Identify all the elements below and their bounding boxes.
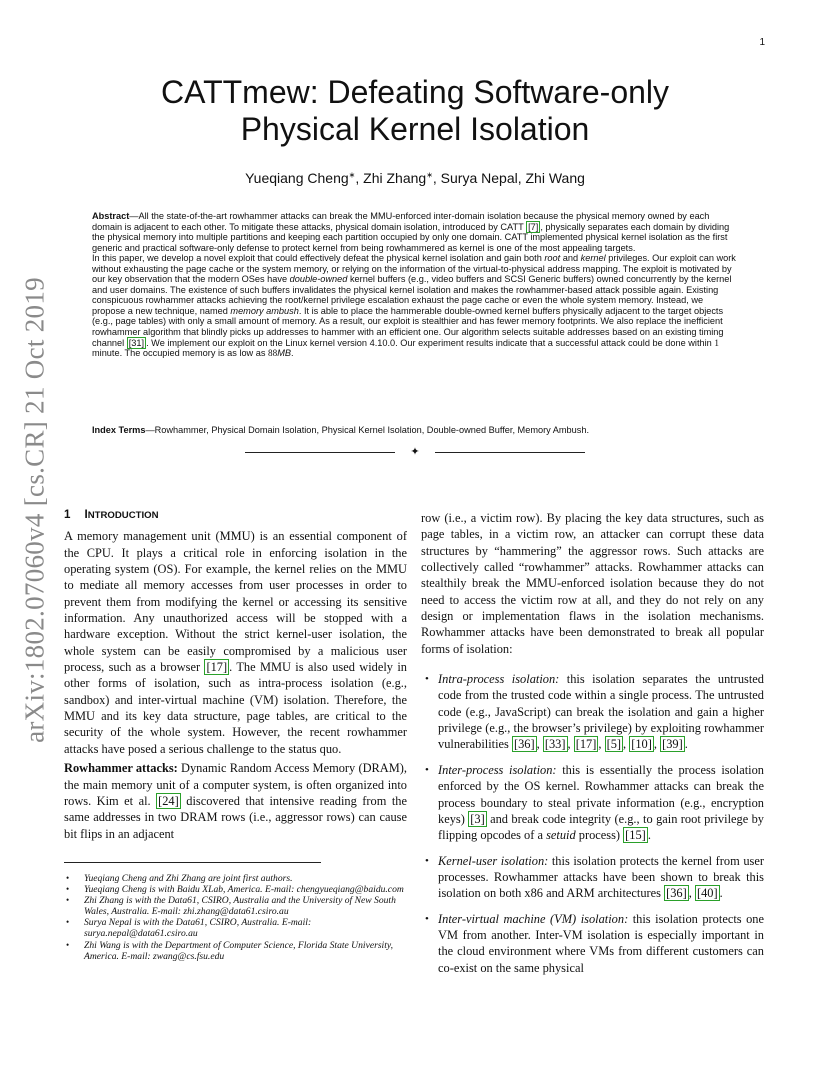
citation-link[interactable]: [40] [696,886,718,901]
page-number: 1 [759,37,765,48]
body-text: this isolation protects the kernel from user processes. Rowhammer attacks have been shown to break this isolation on both x86 and ARM architectures [438,853,764,901]
math-number: 1 [714,337,719,348]
arxiv-side-stamp [17,277,53,743]
section-title-initial: I [84,508,88,521]
list-item-heading: Kernel-user isolation: [438,853,549,868]
citation-link[interactable]: [15] [625,828,646,843]
list-item: • Intra-process isolation: this isolation separates the untrusted code from the trusted code within a single process. The untrusted code (e.g., JavaScript) can break the isolation and gain a higher privilege (e.g., the browser’s privilege) by exploiting rowhammer vulnerabilities [36] , [33] , [17] , [5] , [10] , [39] . [421,671,764,753]
list-item [421,911,764,976]
author-name: Surya Nepal [440,170,518,186]
divider-line [245,452,395,453]
joint-author-mark: ∗ [426,170,433,180]
footnotes [64,873,409,962]
index-terms-text: —Rowhammer, Physical Domain Isolation, Physical Kernel Isolation, Double-owned Buffer, Memory Ambush. [145,425,590,435]
body-text: and break code integrity (e.g., to gain root privilege by flipping opcodes of a [438,811,764,843]
section-number: 1 [64,508,71,521]
footnote-item: • Surya Nepal is with the Data61, CSIRO, Australia. E-mail: surya.nepal@data61.csiro.au [64,917,409,939]
section-heading [64,507,407,524]
list-item-heading: Intra-process isolation: [438,672,560,687]
body-paragraph: row (i.e., a victim row). By placing the key data structures, such as page tables, in a victim row, an attacker can corrupt these data structures by “hammering” the aggressor rows. Such attacks are collectively called “rowhammer” attacks. Rowhammer attacks can stealthily break the MMU-enforced isolation because they do not need to access the victim row at all, and they do not rely on any design or implementation flaws in the isolation mechanisms. Rowhammer attacks have been demonstrated to break all popular forms of isolation: [421,511,764,656]
body-text: discovered that intensive reading from the same addresses in two DRAM rows (i.e., aggressor rows) can cause bit flips in an adjacent [64,793,407,841]
author-name: Yueqiang Cheng [245,170,349,186]
footnote-item: • Yueqiang Cheng is with Baidu XLab, America. E-mail: chengyueqiang@baidu.com [64,884,409,895]
emphasis: MB [277,348,291,359]
list-item: • Inter-process isolation: this is essentially the process isolation enforced by the OS kernel. Rowhammer attacks can break the process boundary to steal private information (e.g., encryption keys) [3] and break code integrity (e.g., to gain root privilege by flipping opcodes of a setuid process) [15] . [421,762,764,844]
section-divider [245,447,585,459]
citation-link[interactable]: [17] [575,737,597,752]
citation-link[interactable]: [36] [666,886,687,901]
citation-link[interactable]: [31] [128,337,145,348]
paper-title [80,74,750,148]
footnote-rule [64,862,321,863]
body-text: this isolation protects one VM from another. Inter-VM isolation is especially important in the cloud environment where VMs from different customers can co-exist on the same physical [438,911,764,975]
title-line-1: CATTmew: Defeating Software-only [160,74,670,110]
body-text: . The MMU is also used widely in other forms of isolation, such as intra-process isolation (e.g., sandbox) and inter-virtual machine (VM) isolation. Therefore, the MMU and its key data structure, page tables, are critical to the security of the whole system. However, the recent rowhammer attacks have posed a serious challenge to the status quo. [64,660,407,756]
body-paragraph [64,528,407,757]
citation-link[interactable]: [33] [544,737,566,752]
abstract-text: , physically separates each domain by dividing the physical memory into multiple partitions and keeping each partition occupied by only one domain. CATT implemented physical kernel isolation as the first generic and practical software-only defense to protect kernel from being rowhammered as kernel is one of the most appealing targets. [92,221,730,253]
emphasis: setuid [546,828,576,843]
emphasis: kernel [580,253,606,264]
list-item: • Kernel-user isolation: this isolation protects the kernel from user processes. Rowhammer attacks have been shown to break this isolation on both x86 and ARM architectures [36] , [40] . [421,853,764,902]
footnote-item: • Zhi Zhang is with the Data61, CSIRO, Australia and the University of New South Wales, Australia. E-mail: zhi.zhang@data61.csiro.au [64,895,409,917]
index-terms-label: Index Terms [92,425,146,435]
citation-link[interactable]: [10] [631,737,652,752]
emphasis: root [544,253,561,264]
body-text: this isolation separates the untrusted code from the trusted code within a single process. The untrusted code (e.g., JavaScript) can break the isolation and gain a higher privilege (e.g., the browser’s privilege) by exploiting rowhammer vulnerabilities [438,672,764,752]
footnote-item: • Yueqiang Cheng and Zhi Zhang are joint first authors. [64,873,409,884]
right-column [421,510,764,985]
abstract-text: and [560,253,581,264]
abstract-paragraph [92,253,737,358]
list-item-heading: Inter-virtual machine (VM) isolation: [438,911,629,926]
author-name: Zhi Zhang [363,170,427,186]
emphasis: double-owned [289,274,348,285]
isolation-forms-list [421,671,764,976]
abstract-text: . [290,348,294,359]
abstract-paragraph [92,211,737,253]
body-text: process) [575,828,624,843]
section-title-rest: NTRODUCTION [87,510,159,521]
body-text: Dynamic Random Access Memory (DRAM), the main memory unit of a computer system, is often organized into rows. Kim et al. [64,761,407,808]
citation-link[interactable]: [5] [606,737,622,752]
abstract-text: In this paper, we develop a novel exploit that could effectively defeat the physical kernel isolation and gain both [92,253,545,264]
emphasis: memory ambush [230,305,299,316]
citation-link[interactable]: [36] [513,737,535,752]
abstract [92,211,737,359]
citation-link[interactable]: [3] [470,811,485,826]
abstract-text: privileges. Our exploit can work without exhausting the page cache or the system memory, or relying on the information of the virtual-to-physical address mapping. The exploit is motivated by our key observation that the modern OSes have [92,253,736,285]
body-text: this is essentially the process isolation enforced by the OS kernel. Rowhammer attacks can break the process boundary to steal private information (e.g., encryption keys) [438,762,764,826]
divider-line [435,452,585,453]
abstract-text: kernel buffers (e.g., video buffers and SCSI Generic buffers) owned concurrently by the kernel and user domains. The existence of such buffers invalidates the physical kernel isolation and makes the rowhammer-based attack possible again. Existing conspicuous rowhammer attacks achieving the root/kernel privilege escalation exhaust the page cache or even the whole system memory. Instead, we propose a new technique, named [92,274,732,316]
title-line-2: Physical Kernel Isolation [240,111,590,147]
citation-link[interactable]: [7] [528,221,539,232]
author-name: Zhi Wang [525,170,585,186]
abstract-text: —All the state-of-the-art rowhammer attacks can break the MMU-enforced inter-domain isolation because the physical memory owned by each domain is adjacent to each other. To mitigate these attacks, physical domain isolation, introduced by CATT [92,211,710,232]
run-in-heading: Rowhammer attacks: [64,761,178,776]
index-terms [92,425,737,435]
citation-link[interactable]: [39] [662,737,683,752]
left-column [64,507,407,842]
citation-link[interactable]: [24] [158,793,179,808]
math-number: 88 [268,348,278,359]
abstract-text: . It is able to place the hammerable double-owned kernel buffers physically adjacent to the target objects (e.g., page tables) with only a small amount of memory. As a result, our exploit is stealthier and has fewer memory footprints. We also replace the inefficient rowhammer algorithm that blindly picks up addresses to hammer with an efficient one. Our algorithm selects suitable addresses based on an existing timing channel [92,305,724,348]
divider-diamond-icon: ✦ [410,446,420,458]
body-paragraph [64,760,407,842]
abstract-text: . We implement our exploit on the Linux kernel version 4.10.0. Our experiment results indicate that a successful attack could be done within [146,337,715,348]
arxiv-identifier: arXiv:1802.07060v4 [cs.CR] 21 Oct 2019 [19,277,50,743]
citation-link[interactable]: [17] [206,660,228,675]
list-item-heading: Inter-process isolation: [438,762,557,777]
author-list: Yueqiang Cheng∗, Zhi Zhang∗, Surya Nepal, Zhi Wang [245,170,585,186]
footnote-item: • Zhi Wang is with the Department of Computer Science, Florida State University, America. E-mail: zwang@cs.fsu.edu [64,940,409,962]
body-text: A memory management unit (MMU) is an essential component of the CPU. It plays a critical role in enforcing isolation in the operating system (OS). For example, the kernel relies on the MMU to mediate all memory accesses from user processes in order to prevent them from modifying the kernel or accessing its sensitive information. Any unauthorized access will be stopped with a hardware exception. Without the strict kernel-user isolation, the whole system can be easily compromised by a malicious user process, such as a browser [64,529,407,675]
abstract-label: Abstract [92,211,130,221]
joint-author-mark: ∗ [348,170,356,180]
abstract-text: minute. The occupied memory is as low as [92,348,268,359]
